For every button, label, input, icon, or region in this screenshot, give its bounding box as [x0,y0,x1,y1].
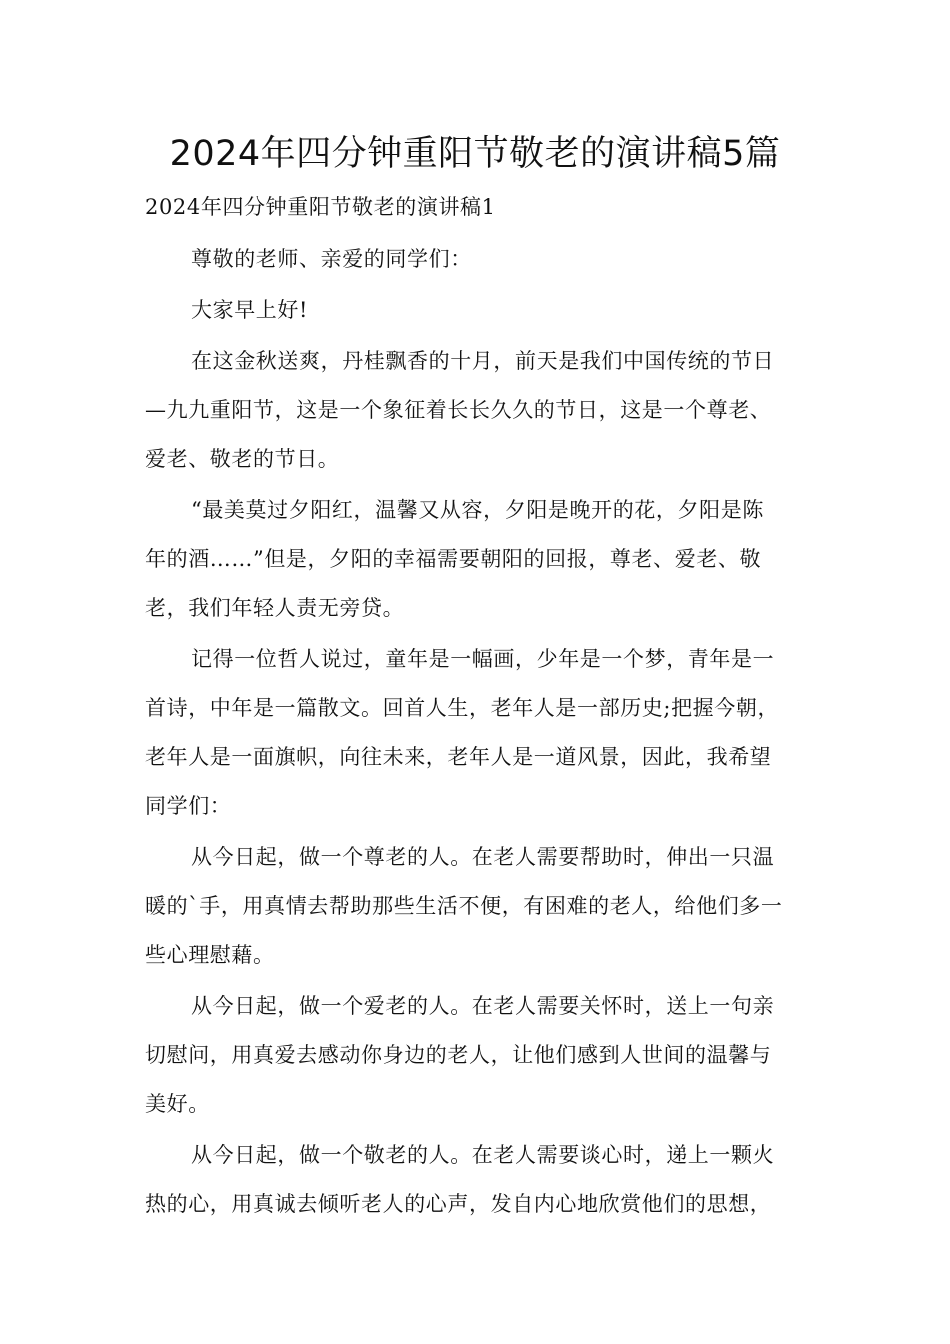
paragraph-greeting [145,235,810,284]
text-line: “最美莫过夕阳红，温馨又从容，夕阳是晚开的花，夕阳是陈 [191,498,764,522]
text-line: 老，我们年轻人责无旁贷。 [145,596,405,620]
paragraph-honor [145,1131,810,1229]
text-line: 记得一位哲人说过，童年是一幅画，少年是一个梦，青年是一 [191,647,775,671]
text-line: 从今日起，做一个敬老的人。在老人需要谈心时，递上一颗火 [191,1143,775,1167]
text-line: 大家早上好! [191,298,309,322]
paragraph-love [145,982,810,1129]
text-line: 在这金秋送爽，丹桂飘香的十月，前天是我们中国传统的节日 [191,349,775,373]
text-line: 年的酒……”但是，夕阳的幸福需要朝阳的回报，尊老、爱老、敬 [145,547,762,571]
text-line: 从今日起，做一个尊老的人。在老人需要帮助时，伸出一只温 [191,845,775,869]
text-line: 切慰问，用真爱去感动你身边的老人，让他们感到人世间的温馨与 [145,1043,772,1067]
section-subtitle: 2024年四分钟重阳节敬老的演讲稿1 [145,195,496,219]
text-line: 首诗，中年是一篇散文。回首人生，老年人是一部历史;把握今朝， [145,696,780,720]
text-line: 热的心，用真诚去倾听老人的心声，发自内心地欣赏他们的思想， [145,1192,772,1216]
text-line: 老年人是一面旗帜，向往未来，老年人是一道风景，因此，我希望 [145,745,772,769]
document-body [145,183,810,1231]
text-line: 美好。 [145,1092,210,1116]
text-line: 同学们： [145,794,232,818]
paragraph-respect [145,833,810,980]
paragraph-sunset [145,486,810,633]
text-line: 暖的`手，用真情去帮助那些生活不便，有困难的老人，给他们多一 [145,894,783,918]
paragraph-festival [145,337,810,484]
text-line: —九九重阳节，这是一个象征着长长久久的节日，这是一个尊老、 [145,398,772,422]
paragraph-philosopher [145,635,810,831]
paragraph-good-morning [145,286,810,335]
text-line: 些心理慰藉。 [145,943,275,967]
text-line: 尊敬的老师、亲爱的同学们： [191,247,472,271]
text-line: 爱老、敬老的节日。 [145,447,340,471]
text-line: 从今日起，做一个爱老的人。在老人需要关怀时，送上一句亲 [191,994,775,1018]
document-title: 2024年四分钟重阳节敬老的演讲稿5篇 [169,134,781,174]
